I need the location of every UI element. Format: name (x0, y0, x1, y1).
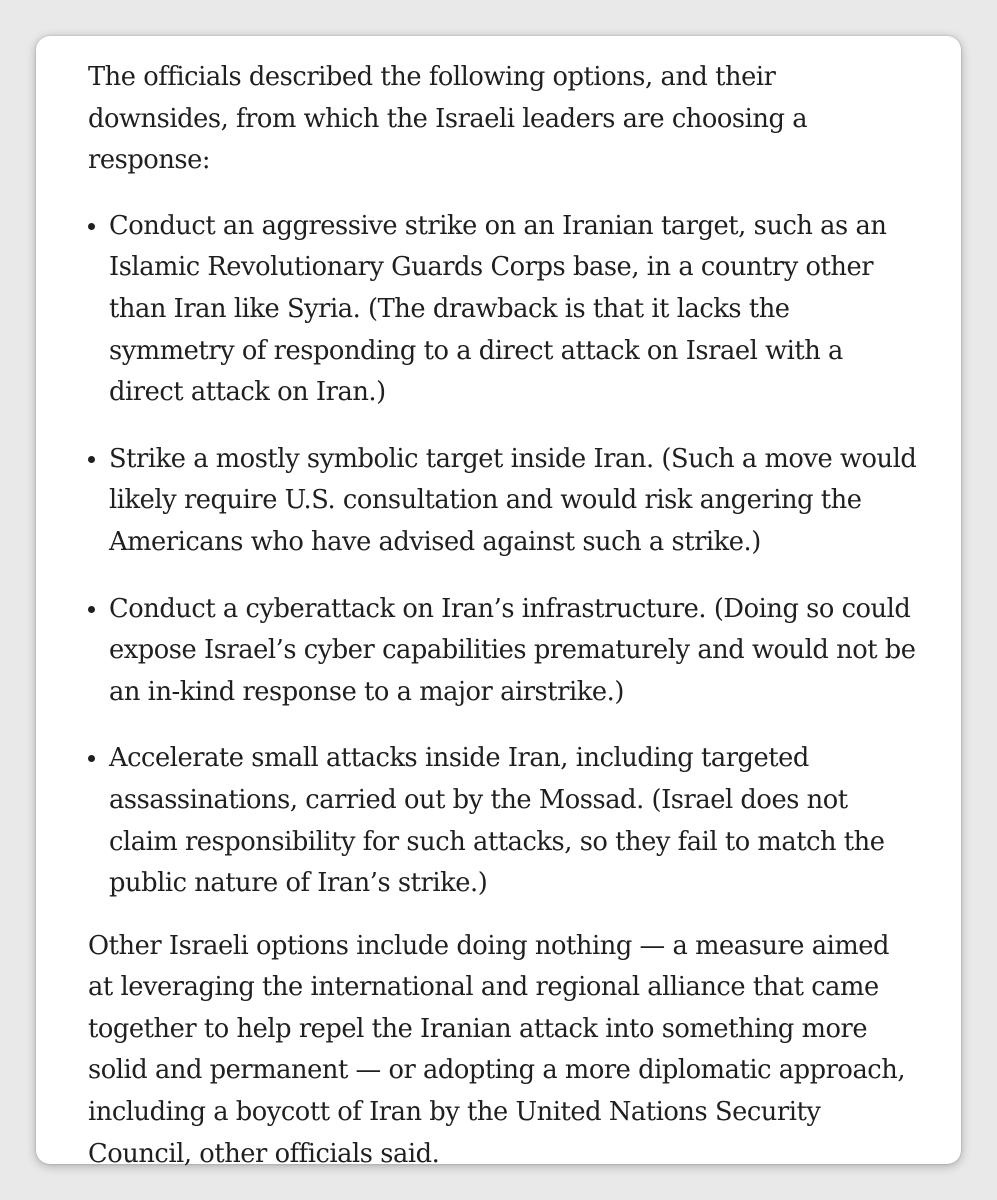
bullet-dot-icon (88, 606, 95, 613)
list-item (88, 738, 921, 904)
option-text: Strike a mostly symbolic target inside Iran. (Such a move would likely require U.S. consultation and would risk angering the Americans who have advised against such a strike.) (109, 443, 917, 557)
option-text: Conduct an aggressive strike on an Iranian target, such as an Islamic Revolutionary Guards Corps base, in a country other than Iran like Syria. (The drawback is that it lacks the symmetry of responding to a direct attack on Israel with a direct attack on Iran.) (109, 210, 887, 408)
bullet-dot-icon (88, 456, 95, 463)
option-text: Conduct a cyberattack on Iran’s infrastructure. (Doing so could expose Israel’s cyber capabilities prematurely and would not be an in-kind response to a major airstrike.) (109, 593, 916, 707)
article-card (36, 36, 961, 1169)
option-text: Accelerate small attacks inside Iran, including targeted assassinations, carried out by the Mossad. (Israel does not claim responsibility for such attacks, so they fail to match the public nature of Iran’s strike.) (109, 743, 885, 899)
bullet-dot-icon (88, 755, 95, 762)
intro-paragraph: The officials described the following options, and their downsides, from which the Israeli leaders are choosing a response: (88, 62, 808, 176)
list-item (88, 206, 921, 414)
closing-paragraph: Other Israeli options include doing nothing — a measure aimed at leveraging the international and regional alliance that came together to help repel the Iranian attack into something more solid and permanent — or adopting a more diplomatic approach, including a boycott of Iran by the United Nations Security Council, other officials said. (88, 930, 906, 1169)
list-item (88, 439, 921, 564)
list-item (88, 589, 921, 714)
options-list (88, 206, 921, 905)
bullet-dot-icon (88, 223, 95, 230)
